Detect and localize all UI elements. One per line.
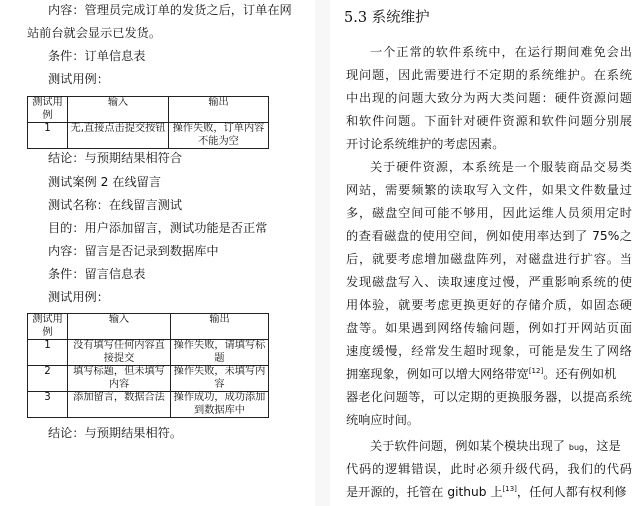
table-cell: 无,直接点击提交按钮 bbox=[68, 123, 169, 149]
paragraph-line: 速度缓慢，经常发生超时现象，可能是发生了网络 bbox=[346, 344, 632, 358]
header-cell: 测试用例 bbox=[28, 97, 68, 123]
paragraph-line: 和软件问题。下面针对硬件资源和软件问题分别展 bbox=[346, 114, 632, 128]
table-cell: 没有填写任何内容直接提交 bbox=[68, 340, 171, 366]
paragraph-line: 开讨论系统维护的考虑因素。 bbox=[346, 137, 505, 151]
table-cell: 操作失败，订单内容不能为空 bbox=[169, 123, 269, 149]
test-case-table-2 bbox=[27, 313, 269, 418]
table-header-row bbox=[28, 97, 269, 123]
content-text-2: 内容：留言是否记录到数据库中 bbox=[48, 244, 219, 258]
bug-mark: bug bbox=[568, 443, 585, 452]
use-case-label-2: 测试用例： bbox=[48, 290, 109, 304]
conclusion-text: 结论：与预期结果相符合 bbox=[48, 151, 183, 165]
paragraph-line: 后，就要考虑增加磁盘阵列，对磁盘进行扩容。当 bbox=[346, 252, 632, 266]
test-case-table-1 bbox=[27, 96, 269, 149]
paragraph-line: 器老化问题等，可以定期的更换服务器，以提高系统 bbox=[346, 390, 632, 404]
paragraph-line: 多，磁盘空间可能不够用，因此运维人员须用定时 bbox=[346, 206, 632, 220]
test-case-2-title: 测试案例 2 在线留言 bbox=[48, 175, 162, 189]
header-cell: 输出 bbox=[169, 97, 269, 123]
paragraph-line: 发现磁盘写入、读取速度过慢，严重影响系统的使 bbox=[346, 275, 632, 289]
paragraph-line: 关于硬件资源，本系统是一个服装商品交易类 bbox=[370, 160, 632, 174]
line-text: 是开源的，托管在 github 上 bbox=[346, 485, 503, 499]
paragraph-line: 一个正常的软件系统中，在运行期间难免会出 bbox=[370, 45, 632, 59]
paragraph-line: 的查看磁盘的使用空间，例如使用率达到了 75%之 bbox=[346, 229, 632, 243]
paragraph-line: 网站，需要频繁的读取写入文件，如果文件数量过 bbox=[346, 183, 632, 197]
header-cell: 输出 bbox=[171, 314, 269, 340]
line-text: ，任何人都有权利修 bbox=[516, 485, 627, 499]
table-cell: 3 bbox=[28, 392, 68, 418]
left-page bbox=[0, 0, 315, 506]
table-row bbox=[28, 392, 269, 418]
paragraph-line-bug bbox=[346, 438, 632, 456]
conclusion-text-2: 结论：与预期结果相符。 bbox=[48, 426, 183, 440]
line-text: 关于软件问题，例如某个模块出现了 bbox=[370, 439, 565, 453]
table-row bbox=[28, 340, 269, 366]
table-row bbox=[28, 366, 269, 392]
table-header-row bbox=[28, 314, 269, 340]
table-cell: 1 bbox=[28, 340, 68, 366]
paragraph-line: 统响应时间。 bbox=[346, 413, 420, 427]
paragraph-line: 现问题，因此需要进行不定期的系统维护。在系统 bbox=[346, 68, 632, 82]
table-cell: 操作失败，未填写内容 bbox=[171, 366, 269, 392]
right-page bbox=[330, 0, 640, 506]
table-cell: 2 bbox=[28, 366, 68, 392]
condition-text-2: 条件：留言信息表 bbox=[48, 267, 146, 281]
paragraph-line: 用体验，就要考虑更换更好的存储介质，如固态硬 bbox=[346, 298, 632, 312]
citation-ref: [12] bbox=[528, 366, 544, 375]
line-text: 。还有例如机 bbox=[543, 367, 617, 381]
table-row bbox=[28, 123, 269, 149]
citation-ref: [13] bbox=[502, 484, 517, 493]
header-cell: 测试用例 bbox=[28, 314, 68, 340]
table-cell: 添加留言，数据合法 bbox=[68, 392, 171, 418]
section-heading: 5.3 系统维护 bbox=[344, 10, 430, 26]
table-cell: 操作失败，请填写标题 bbox=[171, 340, 269, 366]
test-name-text: 测试名称：在线留言测试 bbox=[48, 198, 183, 212]
paragraph-line-citation bbox=[346, 484, 632, 501]
paragraph-line-citation bbox=[346, 366, 632, 383]
table-cell: 操作成功，成功添加到数据库中 bbox=[171, 392, 269, 418]
line-text: 拥塞现象，例如可以增大网络带宽 bbox=[346, 367, 529, 381]
table-cell: 填写标题，但未填写内容 bbox=[68, 366, 171, 392]
paragraph-line: 中出现的问题大致分为两大类问题：硬件资源问题 bbox=[346, 91, 632, 105]
line-text: ，这是 bbox=[584, 439, 621, 453]
content-text-line1: 内容：管理员完成订单的发货之后，订单在网 bbox=[48, 3, 292, 17]
header-cell: 输入 bbox=[68, 97, 169, 123]
paragraph-line: 盘等。如果遇到网络传输问题，例如打开网站页面 bbox=[346, 321, 632, 335]
page-gap bbox=[315, 0, 330, 506]
purpose-text: 目的：用户添加留言，测试功能是否正常 bbox=[48, 221, 268, 235]
paragraph-line: 代码的逻辑错误，此时必须升级代码，我们的代码 bbox=[346, 462, 632, 476]
content-text-line2: 站前台就会显示已发货。 bbox=[27, 26, 162, 40]
use-case-label: 测试用例： bbox=[48, 72, 109, 86]
header-cell: 输入 bbox=[68, 314, 171, 340]
table-cell: 1 bbox=[28, 123, 68, 149]
condition-text: 条件：订单信息表 bbox=[48, 49, 146, 63]
